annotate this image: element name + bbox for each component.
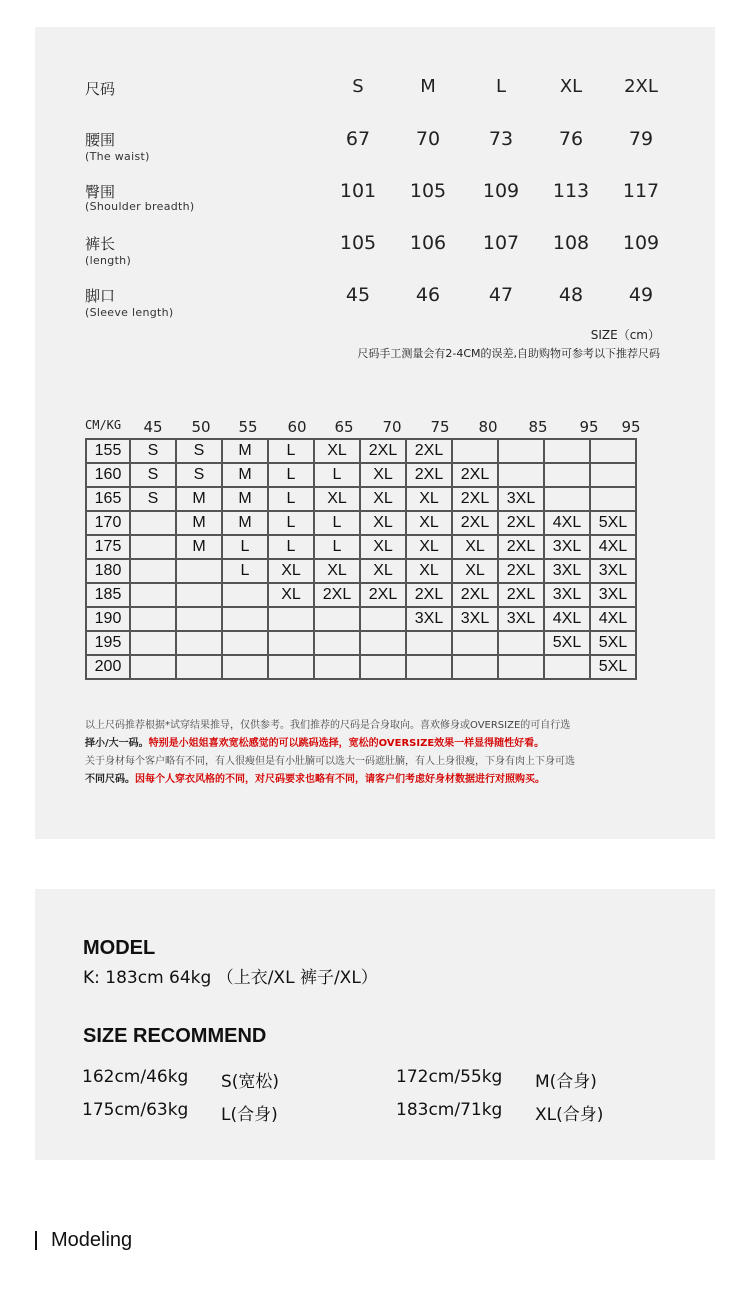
grid-size-cell (222, 583, 268, 607)
grid-size-cell: 2XL (452, 511, 498, 535)
weight-header: 45 (143, 418, 163, 436)
grid-size-cell (130, 631, 176, 655)
size-header: XL (559, 76, 583, 97)
grid-size-cell: XL (452, 535, 498, 559)
measure-value: 79 (628, 128, 654, 150)
recommend-body: 162cm/46kg (82, 1067, 189, 1087)
recommend-body: 183cm/71kg (396, 1100, 503, 1120)
grid-size-cell (268, 655, 314, 679)
grid-height-cell: 155 (86, 439, 130, 463)
measure-value: 108 (552, 232, 590, 254)
grid-height-cell: 175 (86, 535, 130, 559)
grid-size-cell (498, 631, 544, 655)
grid-size-cell: XL (360, 535, 406, 559)
grid-size-cell: L (222, 559, 268, 583)
weight-header: 55 (238, 418, 258, 436)
measure-value: 73 (488, 128, 514, 150)
grid-size-cell: 2XL (406, 583, 452, 607)
grid-size-cell: 3XL (544, 535, 590, 559)
size-recommend-title: SIZE RECOMMEND (83, 1025, 267, 1047)
grid-size-cell: XL (268, 583, 314, 607)
grid-row (86, 655, 636, 679)
size-header-label: 尺码 (85, 80, 116, 98)
measure-value: 45 (345, 284, 371, 306)
disclaimer (85, 717, 665, 789)
recommend-body: 175cm/63kg (82, 1100, 189, 1120)
grid-size-cell (360, 655, 406, 679)
error-note: 尺码手工测量会有2-4CM的误差,自助购物可参考以下推荐尺码 (357, 347, 660, 360)
grid-corner-label: CM/KG (85, 418, 122, 432)
grid-size-cell: XL (360, 511, 406, 535)
grid-size-cell (130, 583, 176, 607)
grid-size-cell (130, 535, 176, 559)
size-chart-panel (35, 27, 715, 839)
grid-size-cell: 5XL (544, 631, 590, 655)
grid-size-cell: 2XL (498, 559, 544, 583)
height-weight-grid (85, 438, 637, 680)
measure-value: 76 (558, 128, 584, 150)
grid-size-cell: 5XL (590, 511, 636, 535)
grid-size-cell (544, 463, 590, 487)
measure-label-en: (The waist) (85, 150, 150, 163)
grid-size-cell (222, 655, 268, 679)
measure-label: 裤长 (85, 235, 116, 253)
grid-size-cell (544, 655, 590, 679)
measure-label-en: (length) (85, 254, 132, 267)
measure-value: 105 (409, 180, 447, 202)
measure-value: 107 (482, 232, 520, 254)
measure-label-en: (Shoulder breadth) (85, 200, 195, 213)
grid-size-cell (452, 439, 498, 463)
grid-size-cell (590, 487, 636, 511)
grid-size-cell (176, 631, 222, 655)
measure-value: 105 (339, 232, 377, 254)
grid-size-cell: 2XL (498, 511, 544, 535)
grid-size-cell: XL (452, 559, 498, 583)
measure-value: 117 (622, 180, 660, 202)
section-heading: Modeling (51, 1229, 133, 1251)
recommend-size: M(合身) (535, 1072, 597, 1092)
grid-size-cell (176, 655, 222, 679)
grid-row (86, 463, 636, 487)
grid-size-cell (590, 463, 636, 487)
grid-size-cell: L (268, 439, 314, 463)
grid-size-cell: S (176, 439, 222, 463)
grid-size-cell: 3XL (498, 607, 544, 631)
grid-size-cell: XL (360, 463, 406, 487)
grid-size-cell (268, 631, 314, 655)
grid-height-cell: 200 (86, 655, 130, 679)
grid-size-cell: L (268, 463, 314, 487)
disclaimer-bold: 不同尺码。 (85, 774, 135, 785)
recommend-size: L(合身) (221, 1105, 278, 1125)
weight-header: 60 (287, 418, 307, 436)
measure-label: 臀围 (85, 183, 116, 201)
grid-row (86, 583, 636, 607)
grid-size-cell: 2XL (406, 439, 452, 463)
grid-size-cell: XL (314, 559, 360, 583)
grid-size-cell (314, 607, 360, 631)
measure-value: 46 (415, 284, 441, 306)
grid-height-cell: 170 (86, 511, 130, 535)
grid-size-cell (544, 487, 590, 511)
grid-size-cell: L (268, 535, 314, 559)
grid-size-cell: L (314, 463, 360, 487)
weight-header: 50 (191, 418, 211, 436)
grid-size-cell: XL (268, 559, 314, 583)
grid-size-cell: L (268, 487, 314, 511)
grid-height-cell: 165 (86, 487, 130, 511)
grid-row (86, 511, 636, 535)
weight-header: 80 (478, 418, 498, 436)
model-info: K: 183cm 64kg （上衣/XL 裤子/XL） (83, 968, 378, 988)
grid-size-cell: L (314, 535, 360, 559)
grid-size-cell (498, 463, 544, 487)
grid-size-cell (498, 439, 544, 463)
grid-size-cell (314, 631, 360, 655)
grid-height-cell: 185 (86, 583, 130, 607)
grid-size-cell: 2XL (498, 535, 544, 559)
grid-size-cell (176, 607, 222, 631)
grid-size-cell (176, 559, 222, 583)
grid-row (86, 607, 636, 631)
grid-row (86, 487, 636, 511)
grid-row (86, 439, 636, 463)
weight-header: 95 (579, 418, 599, 436)
grid-size-cell: 2XL (452, 487, 498, 511)
measure-value: 70 (415, 128, 441, 150)
grid-size-cell (222, 607, 268, 631)
grid-size-cell (222, 631, 268, 655)
measure-value: 113 (552, 180, 590, 202)
measure-value: 106 (409, 232, 447, 254)
model-panel (35, 889, 715, 1160)
recommend-body: 172cm/55kg (396, 1067, 503, 1087)
grid-size-cell (544, 439, 590, 463)
measure-value: 109 (482, 180, 520, 202)
grid-size-cell (360, 607, 406, 631)
disclaimer-bold: 择小/大一码。 (85, 738, 149, 749)
size-header: 2XL (624, 76, 658, 97)
grid-size-cell: S (130, 439, 176, 463)
weight-header: 95 (621, 418, 641, 436)
grid-size-cell: XL (406, 511, 452, 535)
grid-size-cell: XL (406, 487, 452, 511)
grid-size-cell: M (176, 511, 222, 535)
grid-size-cell: 2XL (360, 583, 406, 607)
section-marker (35, 1231, 37, 1250)
grid-size-cell: 4XL (544, 511, 590, 535)
measure-value: 48 (558, 284, 584, 306)
size-header: M (420, 76, 436, 97)
grid-size-cell: 2XL (360, 439, 406, 463)
grid-size-cell: 2XL (314, 583, 360, 607)
size-header: L (495, 76, 507, 97)
grid-size-cell: 3XL (544, 559, 590, 583)
grid-row (86, 535, 636, 559)
grid-size-cell: 2XL (498, 583, 544, 607)
grid-size-cell: M (176, 487, 222, 511)
disclaimer-line-2 (85, 735, 665, 753)
grid-size-cell: 2XL (452, 463, 498, 487)
grid-size-cell: XL (406, 535, 452, 559)
grid-size-cell (452, 631, 498, 655)
grid-size-cell: XL (360, 559, 406, 583)
grid-height-cell: 190 (86, 607, 130, 631)
grid-size-cell: 3XL (498, 487, 544, 511)
grid-size-cell: 3XL (544, 583, 590, 607)
grid-size-cell: S (130, 463, 176, 487)
grid-size-cell (406, 631, 452, 655)
grid-size-cell (406, 655, 452, 679)
grid-size-cell (130, 607, 176, 631)
disclaimer-line-4 (85, 771, 665, 789)
grid-size-cell: L (314, 511, 360, 535)
grid-row (86, 559, 636, 583)
grid-size-cell: 5XL (590, 631, 636, 655)
recommend-size: S(宽松) (221, 1072, 280, 1092)
measure-label: 脚口 (85, 287, 116, 305)
grid-size-cell: XL (314, 487, 360, 511)
measure-value: 67 (345, 128, 371, 150)
grid-size-cell: 3XL (590, 559, 636, 583)
grid-size-cell: 2XL (452, 583, 498, 607)
grid-size-cell: M (222, 439, 268, 463)
grid-size-cell: 3XL (590, 583, 636, 607)
grid-size-cell: 3XL (452, 607, 498, 631)
grid-height-cell: 160 (86, 463, 130, 487)
measure-value: 47 (488, 284, 514, 306)
measure-value: 49 (628, 284, 654, 306)
size-header: S (352, 76, 364, 97)
disclaimer-line-3: 关于身材每个客户略有不同，有人很瘦但是有小肚腩可以选大一码遮肚腩，有人上身很瘦，下身有肉上下身可选 (85, 756, 575, 767)
grid-size-cell: S (176, 463, 222, 487)
grid-size-cell: S (130, 487, 176, 511)
grid-size-cell: M (222, 463, 268, 487)
grid-size-cell: XL (314, 439, 360, 463)
grid-size-cell: M (222, 487, 268, 511)
disclaimer-line-1: 以上尺码推荐根据*试穿结果推导，仅供参考。我们推荐的尺码是合身取向。喜欢修身或OVERSIZE的可自行选 (85, 720, 571, 731)
weight-header: 85 (528, 418, 548, 436)
grid-size-cell (314, 655, 360, 679)
grid-size-cell (176, 583, 222, 607)
measure-label-en: (Sleeve length) (85, 306, 174, 319)
grid-size-cell: 2XL (406, 463, 452, 487)
grid-size-cell: L (268, 511, 314, 535)
grid-height-cell: 180 (86, 559, 130, 583)
grid-size-cell (130, 655, 176, 679)
grid-size-cell (590, 439, 636, 463)
measure-value: 101 (339, 180, 377, 202)
grid-size-cell: 5XL (590, 655, 636, 679)
grid-size-cell: 3XL (406, 607, 452, 631)
disclaimer-highlight: 特别是小姐姐喜欢宽松感觉的可以跳码选择，宽松的OVERSIZE效果一样显得随性好看。 (148, 738, 545, 749)
grid-size-cell: 4XL (590, 535, 636, 559)
grid-size-cell (360, 631, 406, 655)
grid-size-cell (498, 655, 544, 679)
grid-size-cell (452, 655, 498, 679)
grid-size-cell (130, 511, 176, 535)
unit-note: SIZE（cm） (590, 328, 660, 342)
grid-size-cell: M (222, 511, 268, 535)
model-title: MODEL (83, 937, 156, 959)
weight-header: 75 (430, 418, 450, 436)
grid-size-cell: 4XL (590, 607, 636, 631)
grid-size-cell: XL (360, 487, 406, 511)
measure-label: 腰围 (85, 131, 116, 149)
grid-size-cell: XL (406, 559, 452, 583)
grid-size-cell (268, 607, 314, 631)
grid-size-cell (130, 559, 176, 583)
grid-size-cell: L (222, 535, 268, 559)
weight-header: 65 (334, 418, 354, 436)
weight-header: 70 (382, 418, 402, 436)
grid-height-cell: 195 (86, 631, 130, 655)
grid-size-cell: M (176, 535, 222, 559)
grid-size-cell: 4XL (544, 607, 590, 631)
recommend-size: XL(合身) (535, 1105, 604, 1125)
disclaimer-highlight: 因每个人穿衣风格的不同，对尺码要求也略有不同，请客户们考虑好身材数据进行对照购买。 (135, 774, 545, 785)
grid-row (86, 631, 636, 655)
measure-value: 109 (622, 232, 660, 254)
